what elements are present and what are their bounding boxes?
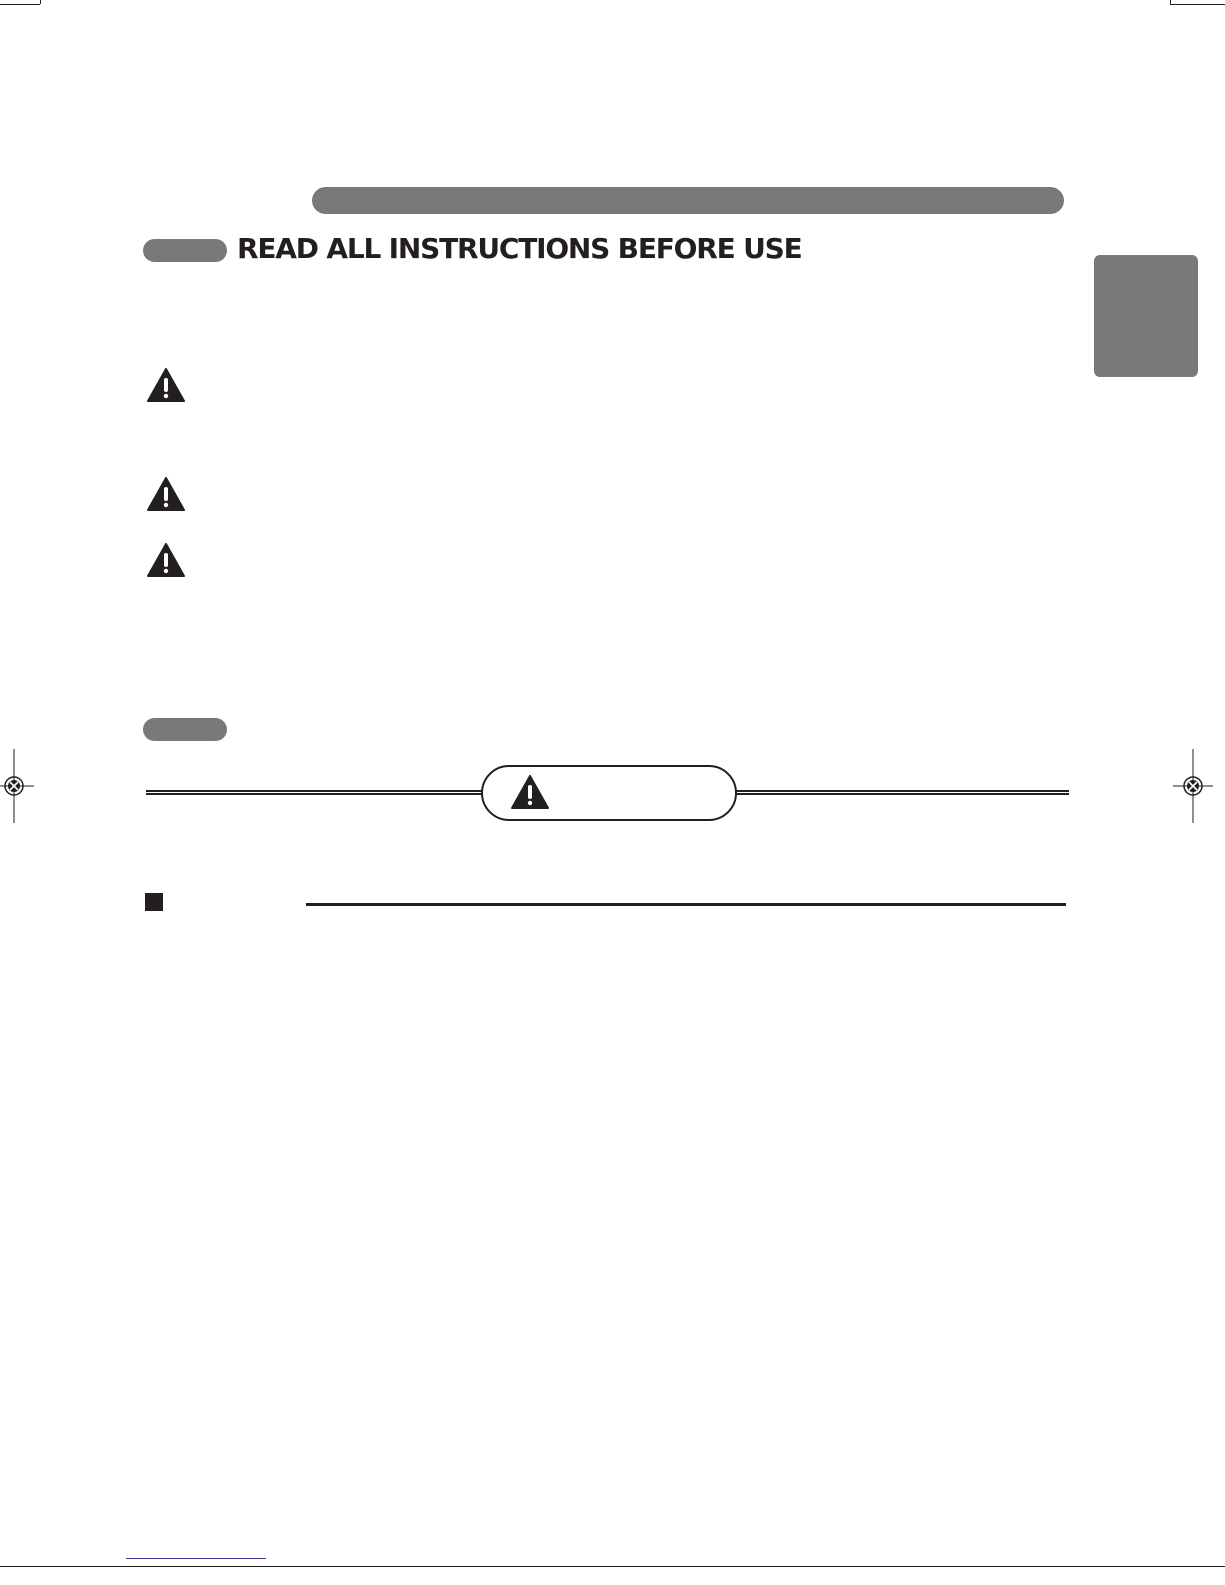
crop-mark-top-right-v <box>1170 0 1171 4</box>
crop-mark-top-left-h <box>0 4 40 5</box>
registration-mark-icon <box>1173 749 1213 823</box>
warning-triangle-icon <box>511 775 549 809</box>
page-trim-line <box>0 1566 1225 1567</box>
banner-rule-right <box>736 790 1069 795</box>
warning-triangle-icon <box>147 477 185 511</box>
warning-triangle-icon <box>147 368 185 402</box>
registration-mark-icon <box>0 749 34 823</box>
crop-mark-top-right-h <box>1170 4 1225 5</box>
section-pill <box>143 239 227 262</box>
page-heading: READ ALL INSTRUCTIONS BEFORE USE <box>237 232 802 265</box>
crop-mark-top-left-v <box>40 0 41 4</box>
header-bar <box>312 187 1064 214</box>
chapter-tab <box>1094 255 1198 377</box>
square-bullet-icon <box>145 893 163 911</box>
section-pill <box>143 718 227 741</box>
banner-rule-left <box>146 790 482 795</box>
warning-triangle-icon <box>147 543 185 577</box>
subsection-rule <box>306 903 1066 906</box>
footer-link-underline <box>126 1558 266 1559</box>
